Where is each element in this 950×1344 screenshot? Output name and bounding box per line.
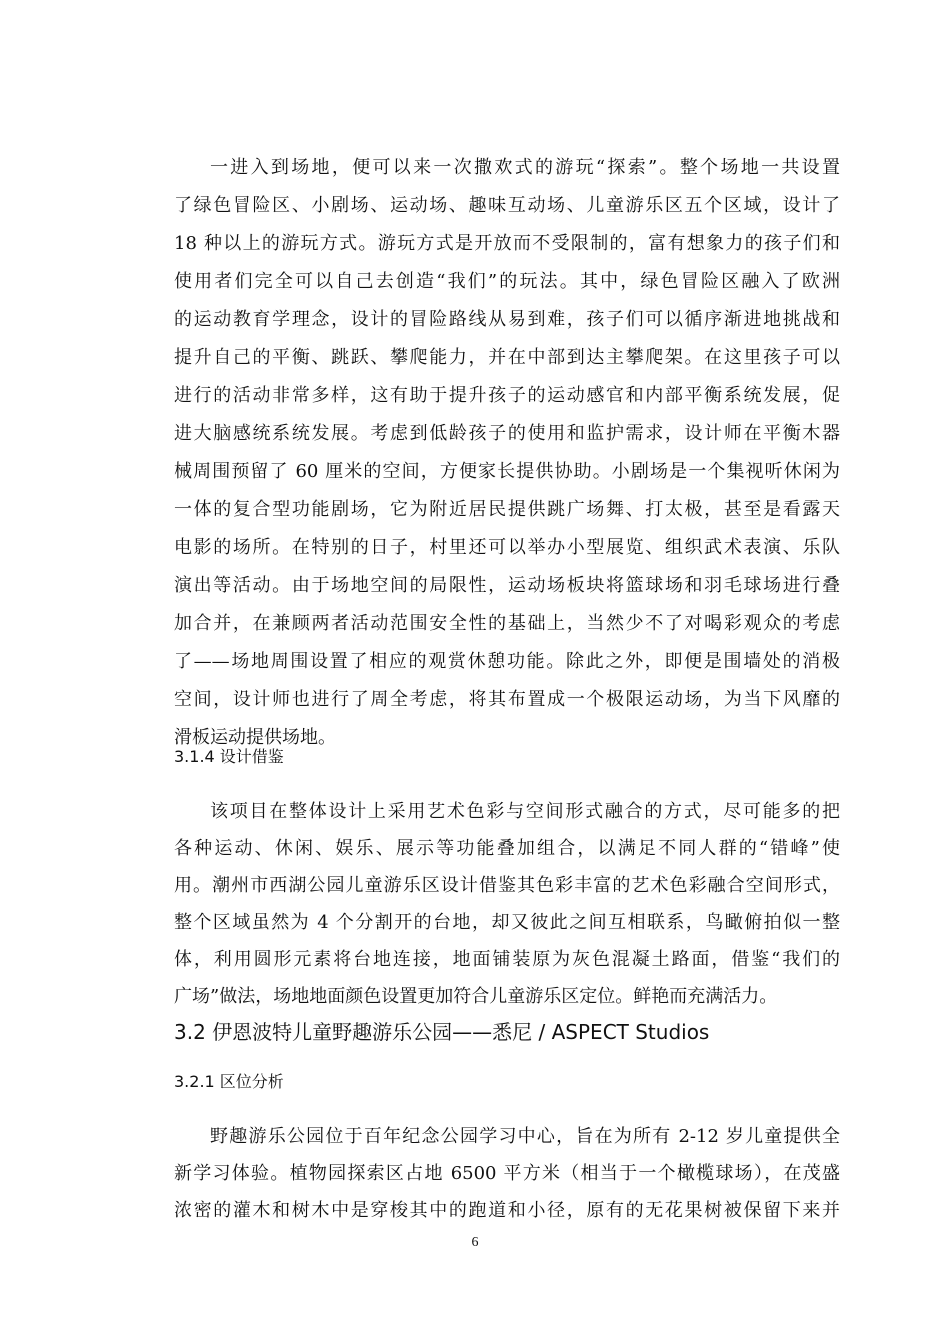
section-heading-3-2: 3.2 伊恩波特儿童野趣游乐公园——悉尼 / ASPECT Studios	[174, 1020, 710, 1044]
text-line: 空间，设计师也进行了周全考虑，将其布置成一个极限运动场，为当下风靡的	[174, 689, 840, 710]
text-line: 广场”做法，场地地面颜色设置更加符合儿童游乐区定位。鲜艳而充满活力。	[174, 986, 778, 1007]
text-line: 18 种以上的游玩方式。游玩方式是开放而不受限制的，富有想象力的孩子们和	[174, 233, 840, 254]
text-line: 该项目在整体设计上采用艺术色彩与空间形式融合的方式，尽可能多的把	[210, 801, 840, 822]
page-number: 6	[471, 1235, 479, 1250]
text-line: 滑板运动提供场地。	[174, 727, 336, 748]
text-line: 提升自己的平衡、跳跃、攀爬能力，并在中部到达主攀爬架。在这里孩子可以	[174, 347, 840, 368]
text-line: 浓密的灌木和树木中是穿梭其中的跑道和小径，原有的无花果树被保留下来并	[174, 1200, 840, 1221]
text-line: 一进入到场地，便可以来一次撒欢式的游玩“探索”。整个场地一共设置	[210, 157, 840, 178]
text-line: 械周围预留了 60 厘米的空间，方便家长提供协助。小剧场是一个集视听休闲为	[174, 461, 840, 482]
text-line: 整个区域虽然为 4 个分割开的台地，却又彼此之间互相联系，鸟瞰俯拍似一整	[174, 912, 840, 933]
text-line: 电影的场所。在特别的日子，村里还可以举办小型展览、组织武术表演、乐队	[174, 537, 840, 558]
text-line: 进大脑感统系统发展。考虑到低龄孩子的使用和监护需求，设计师在平衡木器	[174, 423, 840, 444]
section-heading-3-1-4: 3.1.4 设计借鉴	[174, 747, 284, 766]
text-line: 一体的复合型功能剧场，它为附近居民提供跳广场舞、打太极，甚至是看露天	[174, 499, 840, 520]
text-line: 使用者们完全可以自己去创造“我们”的玩法。其中，绿色冒险区融入了欧洲	[174, 271, 840, 292]
text-line: 的运动教育学理念，设计的冒险路线从易到难，孩子们可以循序渐进地挑战和	[174, 309, 840, 330]
text-line: 野趣游乐公园位于百年纪念公园学习中心，旨在为所有 2-12 岁儿童提供全	[210, 1126, 840, 1147]
section-heading-3-2-1: 3.2.1 区位分析	[174, 1072, 284, 1091]
text-line: 加合并，在兼顾两者活动范围安全性的基础上，当然少不了对喝彩观众的考虑	[174, 613, 840, 634]
text-line: 演出等活动。由于场地空间的局限性，运动场板块将篮球场和羽毛球场进行叠	[174, 575, 840, 596]
text-line: 了绿色冒险区、小剧场、运动场、趣味互动场、儿童游乐区五个区域，设计了	[174, 195, 840, 216]
text-line: 用。潮州市西湖公园儿童游乐区设计借鉴其色彩丰富的艺术色彩融合空间形式，	[174, 875, 840, 896]
text-line: 体，利用圆形元素将台地连接，地面铺装原为灰色混凝土路面，借鉴“我们的	[174, 949, 840, 970]
text-line: 了——场地周围设置了相应的观赏休憩功能。除此之外，即便是围墙处的消极	[174, 651, 840, 672]
text-line: 进行的活动非常多样，这有助于提升孩子的运动感官和内部平衡系统发展，促	[174, 385, 840, 406]
text-line: 各种运动、休闲、娱乐、展示等功能叠加组合，以满足不同人群的“错峰”使	[174, 838, 840, 859]
text-line: 新学习体验。植物园探索区占地 6500 平方米（相当于一个橄榄球场），在茂盛	[174, 1163, 840, 1184]
